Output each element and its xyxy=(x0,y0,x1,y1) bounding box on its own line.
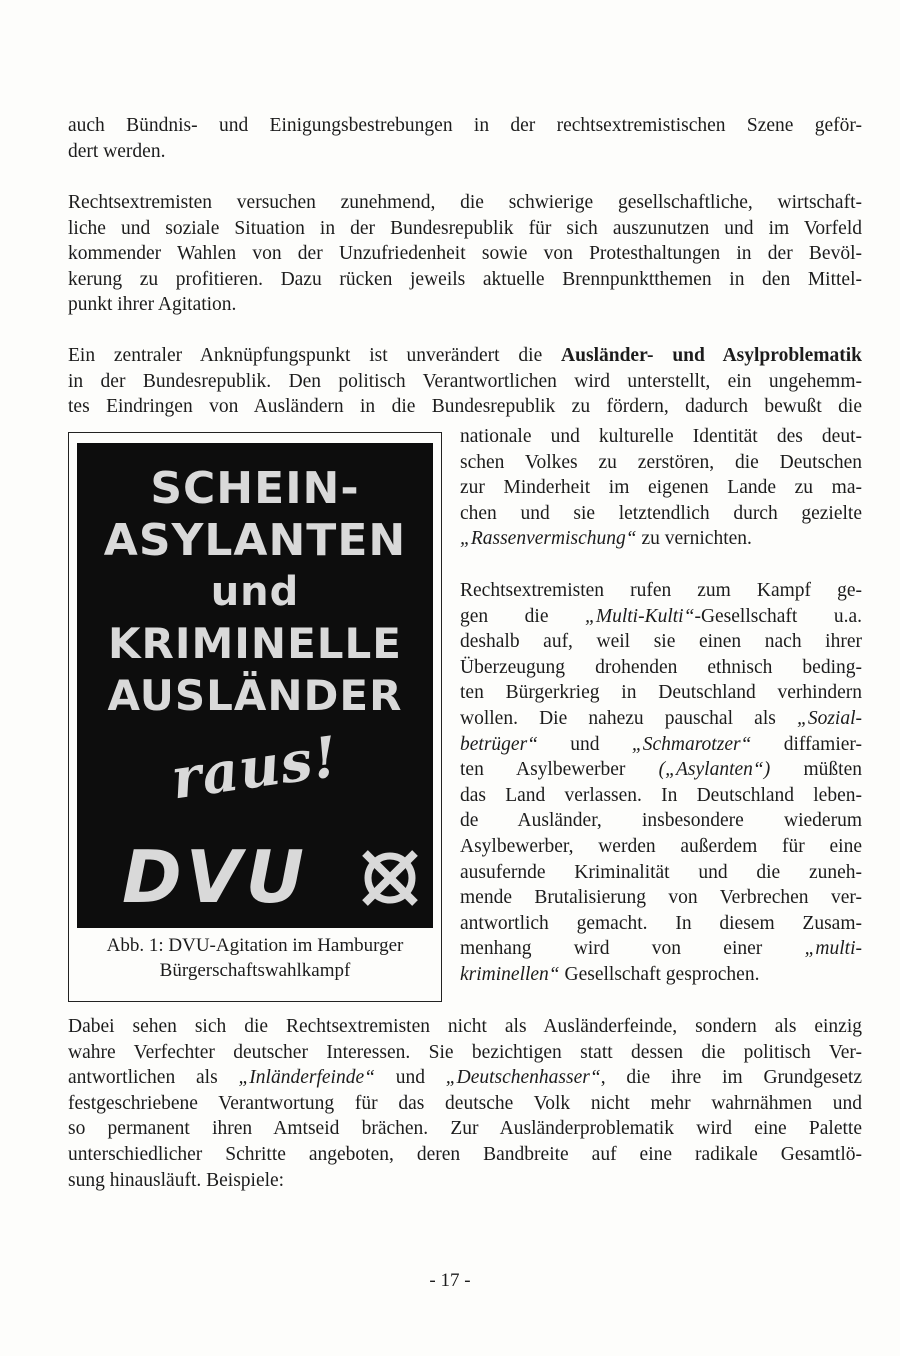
text-line: deshalb auf, weil sie einen nach ihrer xyxy=(460,631,862,653)
text-line: „Rassenvermischung“ zu vernichten. xyxy=(460,528,752,550)
poster-image xyxy=(77,443,433,928)
text-line: tes Eindringen von Ausländern in die Bundesrepublik zu fördern, dadurch bewußt die xyxy=(68,396,862,418)
poster-line: und xyxy=(210,569,300,615)
text-line: zur Minderheit im eigenen Lande zu ma- xyxy=(460,477,862,499)
text-line: Ein zentraler Anknüpfungspunkt ist unverändert die Ausländer- und Asylproblematik xyxy=(68,345,862,366)
text-line: de Ausländer, insbesondere wiederum xyxy=(460,810,862,832)
text-line: Dabei sehen sich die Rechtsextremisten nicht als Ausländerfeinde, sondern als einzig xyxy=(68,1016,862,1037)
text-line: punkt ihrer Agitation. xyxy=(68,294,237,316)
poster-line: AUSLÄNDER xyxy=(107,671,403,720)
poster-line: SCHEIN- xyxy=(150,463,360,514)
text-line: Rechtsextremisten rufen zum Kampf ge- xyxy=(460,580,862,601)
paragraph-intro xyxy=(68,113,862,164)
text-line: kerung zu profitieren. Dazu rücken jeweils aktuelle Brennpunktthemen in den Mittel- xyxy=(68,268,862,290)
page-number: - 17 - xyxy=(429,1270,471,1291)
text-line: kriminellen“ Gesellschaft gesprochen. xyxy=(460,963,760,985)
text-line: Rechtsextremisten versuchen zunehmend, die schwierige gesellschaftliche, wirtschaft- xyxy=(68,192,862,213)
text-line: wahre Verfechter deutscher Interessen. Sie bezichtigen statt dessen die politisch Ver- xyxy=(68,1041,862,1063)
caption-line: Abb. 1: DVU-Agitation im Hamburger xyxy=(106,935,404,956)
bold-term: Ausländer- und Asylproblematik xyxy=(561,345,862,366)
paragraph-right-identity xyxy=(460,424,862,552)
text-line: chen und sie letztendlich durch gezielte xyxy=(460,502,862,524)
text-line: in der Bundesrepublik. Den politisch Verantwortlichen wird unterstellt, ein ungehemm- xyxy=(68,370,862,392)
text-line: Asylbewerber, werden außerdem für eine xyxy=(460,835,862,857)
text-line: unterschiedlicher Schritte angeboten, deren Bandbreite auf eine radikale Gesamtlö- xyxy=(68,1143,862,1165)
text-line: betrüger“ und „Schmarotzer“ diffamier- xyxy=(460,733,863,755)
text-line: schen Volkes zu zerstören, die Deutschen xyxy=(460,451,862,473)
poster-line: raus! xyxy=(167,723,343,813)
text-line: nationale und kulturelle Identität des deut- xyxy=(460,426,862,447)
text-line: mende Brutalisierung von Verbrechen ver- xyxy=(460,887,862,909)
text-line: ten Bürgerkrieg in Deutschland verhindern xyxy=(460,682,862,704)
text-line: antwortlich gemacht. In diesem Zusam- xyxy=(460,912,862,934)
text-line: Überzeugung drohenden ethnisch beding- xyxy=(460,656,862,678)
text-line: antwortlichen als „Inländerfeinde“ und „Deutschenhasser“, die ihre im Grundgesetz xyxy=(68,1067,862,1089)
crossed-circle-icon xyxy=(359,847,421,909)
text-line: ten Asylbewerber („Asylanten“) müßten xyxy=(460,759,862,781)
poster-line: DVU xyxy=(122,835,308,919)
text-line: festgeschriebene Verantwortung für das deutsche Volk nicht mehr wahrnähmen und xyxy=(68,1092,862,1114)
text-line: so permanent ihren Amtseid brächen. Zur Ausländerproblematik wird eine Palette xyxy=(68,1118,862,1140)
caption-line: Bürgerschaftswahlkampf xyxy=(159,960,351,981)
text-line: menhang wird von einer „multi- xyxy=(460,938,862,960)
poster-line: ASYLANTEN xyxy=(103,515,407,566)
text-line: wollen. Die nahezu pauschal als „Sozial- xyxy=(460,707,862,729)
text-line: liche und soziale Situation in der Bundesrepublik für sich auszunutzen und im Vorfeld xyxy=(68,217,862,239)
text-line: kommender Wahlen von der Unzufriedenheit sowie von Protesthaltungen in der Bevöl- xyxy=(68,243,862,265)
text-line: dert werden. xyxy=(68,140,166,162)
text-line: auch Bündnis- und Einigungsbestrebungen in der rechtsextremistischen Szene geför- xyxy=(68,115,862,136)
text-line: gen die „Multi-Kulti“-Gesellschaft u.a. xyxy=(460,605,862,627)
paragraph-right-multikulti xyxy=(460,578,862,988)
text-line: das Land verlassen. In Deutschland leben- xyxy=(460,784,862,806)
text-line: ausufernde Kriminalität und die zuneh- xyxy=(460,861,862,883)
text-line: sung hinausläuft. Beispiele: xyxy=(68,1169,285,1191)
figure-dvu-poster xyxy=(68,432,442,1002)
paragraph-situation xyxy=(68,190,862,318)
paragraph-asylum xyxy=(68,343,862,420)
paragraph-conclusion xyxy=(68,1014,862,1193)
figure-caption xyxy=(69,933,441,983)
poster-line: KRIMINELLE xyxy=(108,619,402,668)
